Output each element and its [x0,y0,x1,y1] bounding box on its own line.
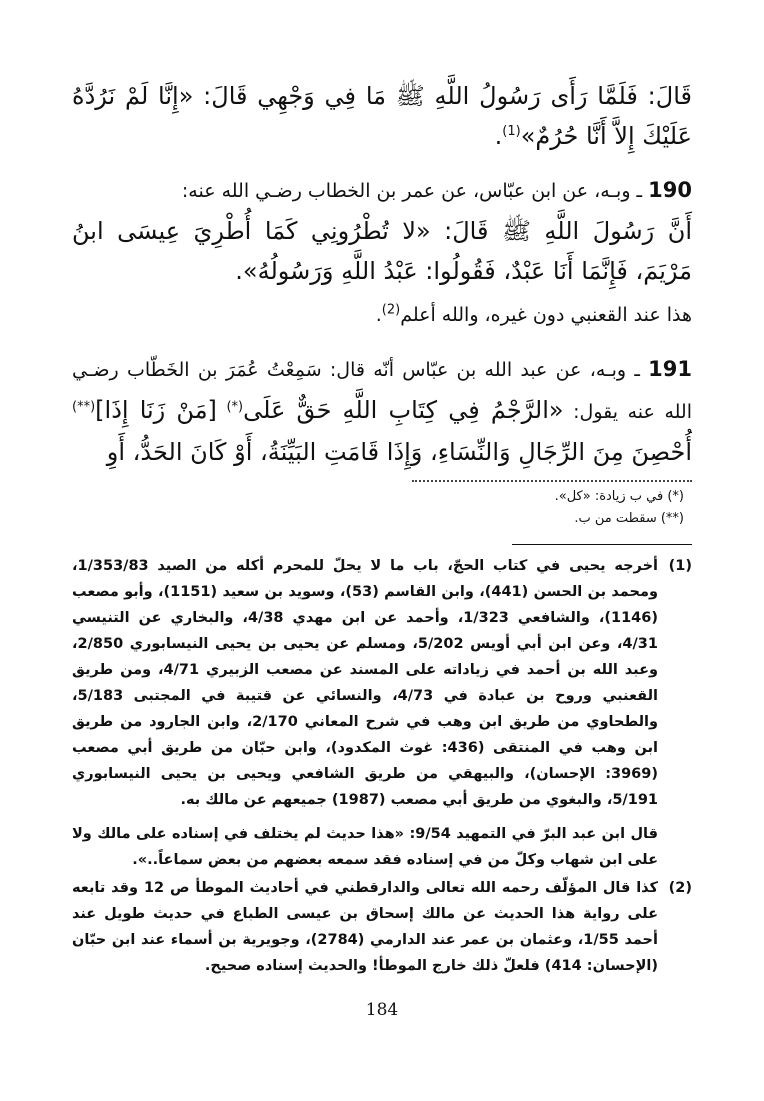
footnote-1-quote-text: قال ابن عبد البرّ في التمهيد 9/54: «هذا حديث لم يختلف في إسناده على مالك ولا على ابن شهاب وكلّ من في إسناده فقد سمعه بعضهم من بعض سماعاً..». [72,826,658,868]
paragraph-continuation-end: . [494,122,503,150]
hadith-191-text-b: [مَنْ زَنَا إِذَا] [95,396,217,424]
footnotes [72,553,692,979]
manuscript-variants [72,486,692,530]
footnote-2 [72,875,692,979]
hadith-191-text-c: أُحْصِنَ مِنَ الرِّجَالِ وَالنِّسَاءِ، وَإِذَا قَامَتِ البَيِّنَةُ، أَوْ كَانَ الحَدُّ، أَوِ [106,438,692,466]
paragraph-continuation-text: قَالَ: فَلَمَّا رَأَى رَسُولُ اللَّهِ ﷺ مَا فِي وَجْهِي قَالَ: «إِنَّا لَمْ نَرُدَّهُ عَلَيْكَ إِلاَّ أَنَّا حُرُمٌ» [72,82,692,150]
variant-note-2: (**) سقطت من ب. [574,511,684,526]
hadith-190 [72,170,692,211]
footnote-ref-2: (2) [381,302,401,318]
footnote-ref-1: (1) [502,124,521,139]
footnote-2-mark: (2) [668,880,692,896]
hadith-190-text: أَنَّ رَسُولَ اللَّهِ ﷺ قَالَ: «لا تُطْرُونِي كَمَا أُطْرِيَ عِيسَى ابنُ مَرْيَمَ، فَإِنَّمَا أَنَا عَبْدٌ، فَقُولُوا: عَبْدُ اللَّهِ وَرَسُولُهُ». [72,217,692,285]
note-line [72,295,692,335]
footnote-1-text: أخرجه يحيى في كتاب الحجّ، باب ما لا يحلّ للمحرم أكله من الصيد 1/353/83، ومحمد بن الحسن (441)، وابن القاسم (53)، وسويد بن سعيد (1151)، وأبو مصعب (1146)، والشافعي 1/323، وأحمد عن ابن مهدي 4/38، والبخاري عن التنيسي 4/31، وعن ابن أبي أويس 5/202، ومسلم عن يحيى بن يحيى النيسابوري 2/850، وعبد الله بن أحمد في زياداته على المسند عن مصعب الزبيري 4/71، ومن طريق القعنبي وروح بن عبادة في 4/73، والنسائي عن قتيبة في المجتبى 5/183، والطحاوي من طريق ابن وهب في شرح المعاني 2/170، وابن الجارود من طريق ابن وهب في المنتقى (436: غوث المكدود)، وابن حبّان من طريق أبي مصعب (3969: الإحسان)، والبيهقي من طريق الشافعي ويحيى بن يحيى النيسابوري 5/191، والبغوي من طريق أبي مصعب (1987) جميعهم عن مالك به. [72,558,658,808]
hadith-190-number: 190 [648,178,692,202]
hadith-191-text-a: «الرَّجْمُ فِي كِتَابِ اللَّهِ حَقٌّ عَلَى [243,396,564,424]
footnote-1-quote [72,821,692,873]
note-line-text: هذا عند القعنبي دون غيره، والله أعلم [400,304,692,326]
hadith-191 [72,349,692,474]
book-page [72,76,692,981]
alt-ref-1: (*) [226,399,244,415]
page-number: 184 [365,1000,399,1020]
footnote-2-text: كذا قال المؤلّف رحمه الله تعالى والدارقطني في أحاديث الموطأ ص 12 وقد تابعه على رواية هذا الحديث عن مالك إسحاق بن عيسى الطباع في حديث طويل عند أحمد 1/55، وعثمان بن عمر عند الدارمي (2784)، وجويرية بن أسماء عند ابن حبّان (الإحسان: 414) فلعلّ ذلك خارج الموطأ! والحديث إسناده صحيح. [72,880,658,974]
hadith-190-intro: ـ وبـه، عن ابن عبّاس، عن عمر بن الخطاب رضـي الله عنه: [181,180,643,202]
hadith-191-intro: ـ وبـه، عن عبد الله بن عبّاس أنّه قال: سَمِعْتُ عُمَرَ بن الخَطّاب رضـي الله عنه يقول: [72,359,692,423]
footnote-divider [512,544,692,545]
paragraph-continuation [72,76,692,156]
variant-note-1: (*) في ب زيادة: «كل». [554,489,684,504]
hadith-190-body [72,211,692,291]
alt-ref-2: (**) [72,399,96,415]
main-text [72,76,692,474]
dotted-separator [412,480,692,482]
footnote-1-mark: (1) [668,558,692,574]
note-line-end: . [375,304,382,326]
hadith-191-number: 191 [648,357,692,381]
footnote-1 [72,553,692,813]
